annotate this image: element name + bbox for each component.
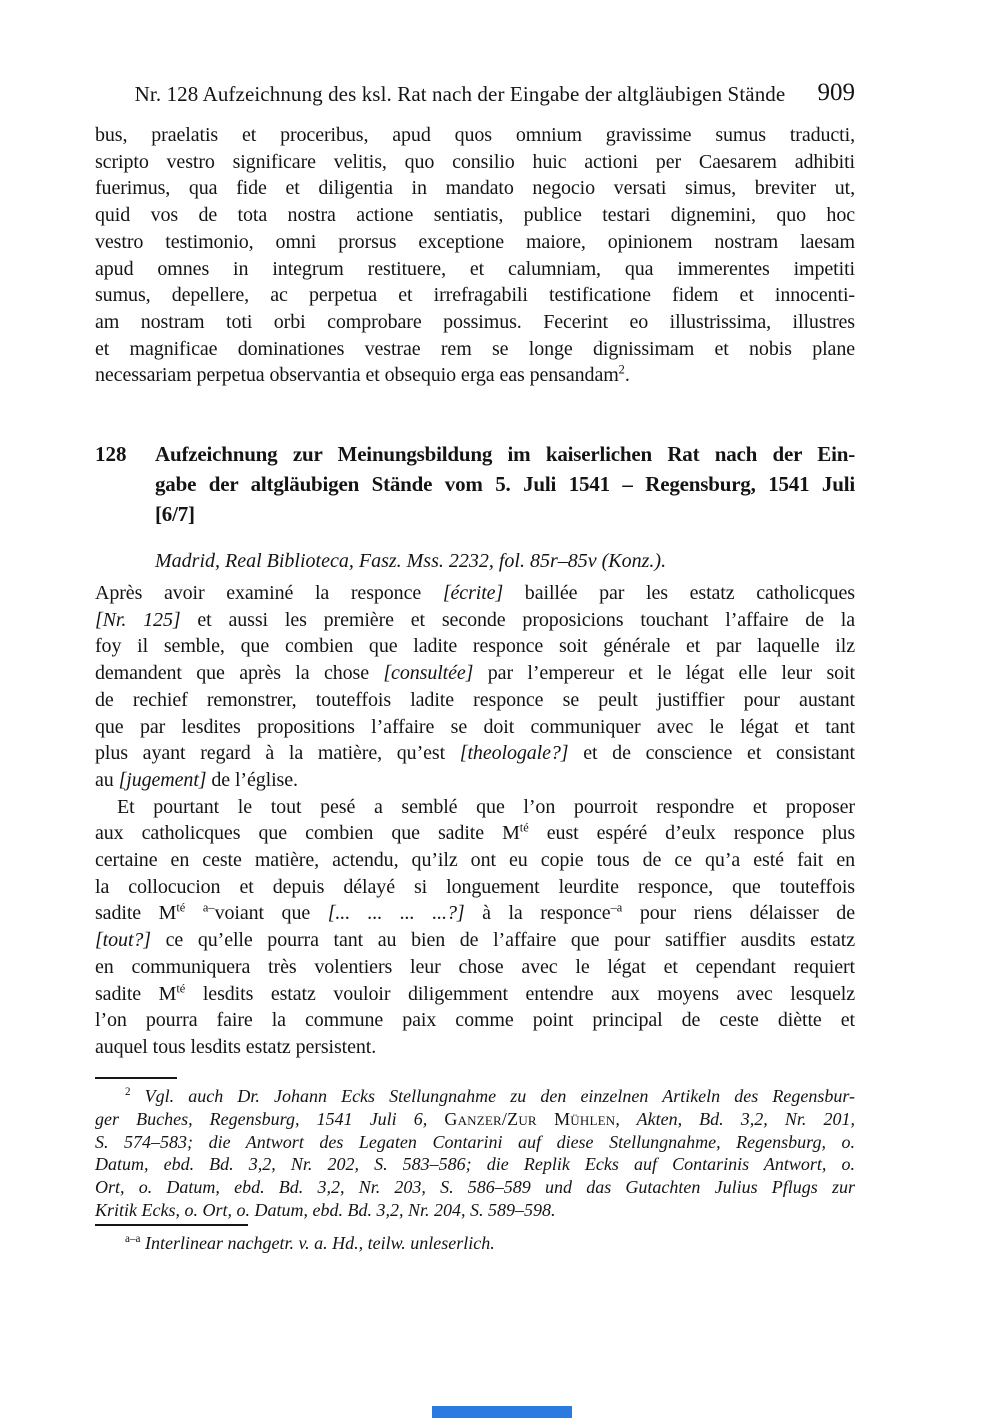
french-paragraph-1 <box>95 580 855 794</box>
text-line: fuerimus, qua fide et diligentia in mandato negocio versati simus, breviter ut, <box>95 177 855 200</box>
text-line: sadite $M^{té}$ lesdits estatz vouloir diligemment entendre aux moyens avec lesquelz <box>95 980 855 1005</box>
text-line: l’on pourra faire la commune paix comme point principal de ceste diètte et <box>95 1009 855 1032</box>
text-line: en communiquera très volentiers leur chose avec le légat et cependant requiert <box>95 955 855 978</box>
text-line: bus, praelatis et proceribus, apud quos omnium gravissime sumus traducti, <box>95 124 855 146</box>
text-line: Après avoir examiné la responce [écrite] baillée par les estatz catholicques <box>95 582 855 605</box>
text-line: [Nr. 125] et aussi les première et seconde proposicions touchant l’affaire de la <box>95 608 855 631</box>
text-line: $^2$ Vgl. auch Dr. Johann Ecks Stellungnahme zu den einzelnen Artikeln des Regensbur- <box>125 1085 855 1106</box>
text-line: certaine en ceste matière, actendu, qu’ilz ont eu copie tous de ce qu’a esté fait en <box>95 849 855 872</box>
text-line: am nostram toti orbi comprobare possimus. Fecerint eo illustrissima, illustres <box>95 310 855 333</box>
text-line: ger Buches, Regensburg, 1541 Juli 6, Ganzer/Zur Mühlen, Akten, Bd. 3,2, Nr. 201, <box>95 1108 855 1129</box>
text-line: scripto vestro significare velitis, quo consilio huic actioni per Caesarem adhibiti <box>95 150 855 173</box>
running-head-title: Nr. 128 Aufzeichnung des ksl. Rat nach der Eingabe der altgläubigen Stände <box>134 82 786 106</box>
text-line: quid vos de tota nostra actione sentiatis, publice testari dignemini, quo hoc <box>95 204 855 227</box>
entry-number: 128 <box>95 442 127 467</box>
text-line: sumus, depellere, ac perpetua et irrefragabili testificatione fidem et innocenti- <box>95 284 855 307</box>
text-line: gabe der altgläubigen Stände vom 5. Juli 1541 – Regensburg, 1541 Juli <box>155 472 855 497</box>
text-line: S. 574–583; die Antwort des Legaten Contarini auf diese Stellungnahme, Regensburg, o. <box>95 1131 855 1152</box>
text-line: apud omnes in integrum restituere, et calumniam, qua immerentes impetiti <box>95 257 855 280</box>
french-paragraph-2 <box>95 794 855 1061</box>
text-line: Aufzeichnung zur Meinungsbildung im kaiserlichen Rat nach der Ein- <box>155 442 855 467</box>
running-head <box>95 79 855 110</box>
text-line: plus ayant regard à la matière, qu’est [theologale?] et de conscience et consistant <box>95 742 855 765</box>
footnote-separator-rule-2 <box>95 1224 248 1226</box>
text-line: que par lesdites propositions l’affaire se doit communiquer avec le légat et tant <box>95 715 855 738</box>
text-line: Et pourtant le tout pesé a semblé que l’on pourroit respondre et proposer <box>117 795 855 818</box>
text-line: la collocucion et depuis délayé si longuement leurdite responce, que touteffois <box>95 875 855 898</box>
text-line: [6/7] <box>155 502 195 527</box>
footnote-2 <box>95 1085 855 1222</box>
text-line: Kritik Ecks, o. Ort, o. Datum, ebd. Bd. 3,2, Nr. 204, S. 589–598. <box>95 1200 556 1221</box>
bottom-blue-bar <box>432 1406 572 1418</box>
text-line: [tout?] ce qu’elle pourra tant au bien de l’affaire que pour satiffier ausdits estatz <box>95 929 855 952</box>
text-line: au [jugement] de l’église. <box>95 768 298 791</box>
text-line: de rechief remonstrer, touteffois ladite responce se peult justiffier pour austant <box>95 688 855 711</box>
page-number: 909 <box>817 79 855 106</box>
text-block <box>95 79 856 1255</box>
latin-paragraph <box>95 122 855 389</box>
footnote-separator-rule-1 <box>95 1077 177 1079</box>
text-line: et magnificae dominationes vestrae rem se longe dignissimam et nobis plane <box>95 337 855 360</box>
entry-heading <box>95 439 855 529</box>
text-line: aux catholicques que combien que sadite $M^{té}$ eust espéré d’eulx responce plus <box>95 820 855 845</box>
text-line: Ort, o. Datum, ebd. Bd. 3,2, Nr. 203, S. 586–589 und das Gutachten Julius Pflugs zur <box>95 1177 855 1198</box>
text-line: vestro testimonio, omni prorsus exceptione maiore, opinionem nostram laesam <box>95 230 855 253</box>
text-line: Datum, ebd. Bd. 3,2, Nr. 202, S. 583–586; die Replik Ecks auf Contarinis Antwort, o. <box>95 1154 855 1175</box>
text-line: sadite $M^{té}$ $^{a-}$voiant que [... ... ... ...?] à la responce$^{-a}$ pour riens délaisser de <box>95 900 855 925</box>
archival-source-line: Madrid, Real Biblioteca, Fasz. Mss. 2232, fol. 85r–85v (Konz.). <box>155 550 667 573</box>
text-line: foy il semble, que combien que ladite responce soit générale et par laquelle ilz <box>95 635 855 658</box>
text-line: $^{a-a}$ Interlinear nachgetr. v. a. Hd., teilw. unleserlich. <box>125 1233 495 1254</box>
text-line: demandent que après la chose [consultée] par l’empereur et le légat elle leur soit <box>95 662 856 685</box>
text-line: necessariam perpetua observantia et obsequio erga eas pensandam$^2$. <box>95 362 630 387</box>
text-line: auquel tous lesdits estatz persistent. <box>95 1035 377 1058</box>
footnote-a <box>95 1232 855 1255</box>
entry-title <box>155 439 855 529</box>
